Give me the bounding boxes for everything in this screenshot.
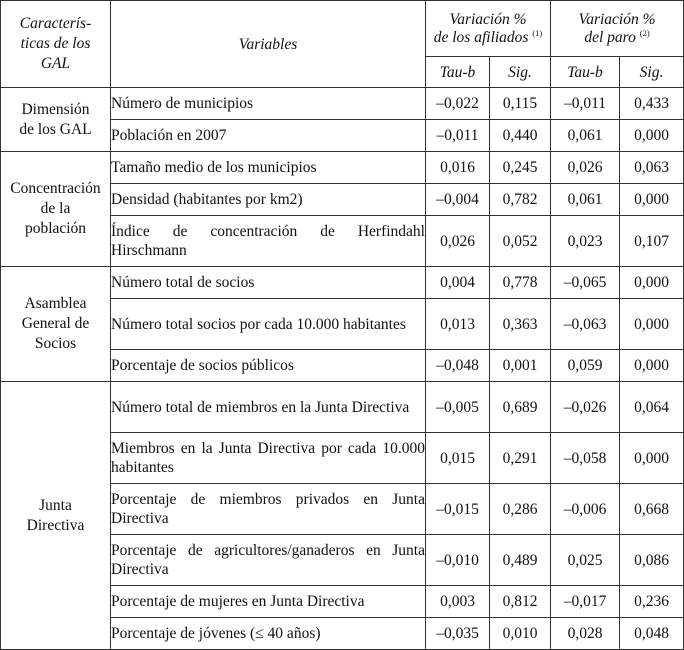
paro-taub-cell: –0,063 [551,299,620,350]
variables-header: Variables [111,1,426,88]
afiliados-taub-cell: 0,004 [426,267,490,299]
variable-cell: Porcentaje de agricultores/ganaderos en Junta Directiva [111,535,426,586]
paro-taub-cell: 0,061 [551,184,620,216]
category-label-line: Dimensión [21,100,90,118]
caracteristicas-header-line: ticas de los [20,35,91,52]
paro-header-line1: Variación % [578,10,656,28]
afiliados-sig-cell: 0,291 [490,433,551,484]
afiliados-footnote-ref: (1) [532,27,543,38]
afiliados-taub-cell: –0,022 [426,88,490,120]
category-cell [1,267,111,382]
category-label-line: Directiva [26,516,85,534]
caracteristicas-header-line: GAL [40,55,71,72]
variable-cell: Densidad (habitantes por km2) [111,184,426,216]
afiliados-taub-cell: –0,011 [426,120,490,152]
afiliados-taub-cell: 0,015 [426,433,490,484]
variable-cell: Número total de socios [111,267,426,299]
afiliados-sig-cell: 0,010 [490,618,551,650]
afiliados-sig-cell: 0,489 [490,535,551,586]
afiliados-taub-cell: –0,010 [426,535,490,586]
paro-taub-cell: –0,006 [551,484,620,535]
paro-taub-cell: 0,025 [551,535,620,586]
table-header [1,1,684,88]
paro-taub-cell: 0,028 [551,618,620,650]
afiliados-sig-cell: 0,689 [490,382,551,433]
table-body [1,88,684,650]
afiliados-sig-cell: 0,778 [490,267,551,299]
paro-taub-header: Tau-b [551,57,620,88]
category-cell [1,152,111,267]
afiliados-header-line1: Variación % [449,10,527,28]
category-label-line: Junta [39,496,72,514]
category-label-line: General de [21,315,90,332]
afiliados-header [426,1,551,57]
table-row [1,152,684,184]
category-label-line: Concentración [10,180,101,197]
paro-taub-cell: 0,026 [551,152,620,184]
caracteristicas-header [1,1,111,88]
variable-cell: Porcentaje de mujeres en Junta Directiva [111,586,426,618]
paro-sig-cell: 0,668 [620,484,684,535]
afiliados-sig-cell: 0,363 [490,299,551,350]
afiliados-taub-cell: –0,035 [426,618,490,650]
paro-sig-cell: 0,086 [620,535,684,586]
category-cell [1,382,111,650]
afiliados-taub-cell: –0,005 [426,382,490,433]
paro-taub-cell: 0,061 [551,120,620,152]
category-label-line: población [24,220,87,237]
category-label-line: de los GAL [19,120,92,138]
variable-cell: Índice de concentración de Herfindahl Hirschmann [111,216,426,267]
variable-cell: Miembros en la Junta Directiva por cada 10.000 habitantes [111,433,426,484]
paro-taub-cell: 0,059 [551,350,620,382]
afiliados-sig-cell: 0,115 [490,88,551,120]
afiliados-sig-cell: 0,812 [490,586,551,618]
afiliados-sig-cell: 0,245 [490,152,551,184]
afiliados-sig-cell: 0,052 [490,216,551,267]
paro-footnote-ref: (2) [639,27,650,38]
paro-taub-cell: –0,017 [551,586,620,618]
paro-sig-cell: 0,433 [620,88,684,120]
paro-sig-header: Sig. [620,57,684,88]
variable-cell: Porcentaje de jóvenes (≤ 40 años) [111,618,426,650]
variable-cell: Número total de miembros en la Junta Directiva [111,382,426,433]
variable-cell: Porcentaje de socios públicos [111,350,426,382]
paro-taub-cell: 0,023 [551,216,620,267]
category-label-line: Socios [34,335,77,352]
table-row [1,88,684,120]
afiliados-taub-cell: 0,016 [426,152,490,184]
category-label-line: de la [40,200,71,217]
variable-cell: Tamaño medio de los municipios [111,152,426,184]
afiliados-taub-header: Tau-b [426,57,490,88]
caracteristicas-header-line: Caracterís- [19,15,92,32]
variable-cell: Número de municipios [111,88,426,120]
paro-sig-cell: 0,000 [620,299,684,350]
paro-sig-cell: 0,000 [620,184,684,216]
variable-cell: Número total socios por cada 10.000 habitantes [111,299,426,350]
afiliados-sig-header: Sig. [490,57,551,88]
paro-sig-cell: 0,000 [620,120,684,152]
afiliados-sig-cell: 0,440 [490,120,551,152]
variable-cell: Porcentaje de miembros privados en Junta Directiva [111,484,426,535]
paro-taub-cell: –0,065 [551,267,620,299]
afiliados-taub-cell: 0,026 [426,216,490,267]
afiliados-taub-cell: –0,004 [426,184,490,216]
table-row [1,267,684,299]
afiliados-taub-cell: –0,015 [426,484,490,535]
paro-sig-cell: 0,107 [620,216,684,267]
afiliados-sig-cell: 0,286 [490,484,551,535]
paro-taub-cell: –0,011 [551,88,620,120]
paro-sig-cell: 0,000 [620,433,684,484]
paro-sig-cell: 0,000 [620,267,684,299]
afiliados-header-line2: de los afiliados [433,28,529,46]
paro-sig-cell: 0,064 [620,382,684,433]
afiliados-sig-cell: 0,001 [490,350,551,382]
category-label-line: Asamblea [24,295,87,312]
paro-sig-cell: 0,000 [620,350,684,382]
afiliados-sig-cell: 0,782 [490,184,551,216]
paro-taub-cell: –0,026 [551,382,620,433]
paro-header-line2: del paro [584,28,636,46]
afiliados-taub-cell: –0,048 [426,350,490,382]
paro-sig-cell: 0,236 [620,586,684,618]
variable-cell: Población en 2007 [111,120,426,152]
afiliados-taub-cell: 0,013 [426,299,490,350]
table-row [1,382,684,433]
category-cell [1,88,111,152]
afiliados-taub-cell: 0,003 [426,586,490,618]
paro-sig-cell: 0,048 [620,618,684,650]
paro-sig-cell: 0,063 [620,152,684,184]
paro-header [551,1,684,57]
paro-taub-cell: –0,058 [551,433,620,484]
